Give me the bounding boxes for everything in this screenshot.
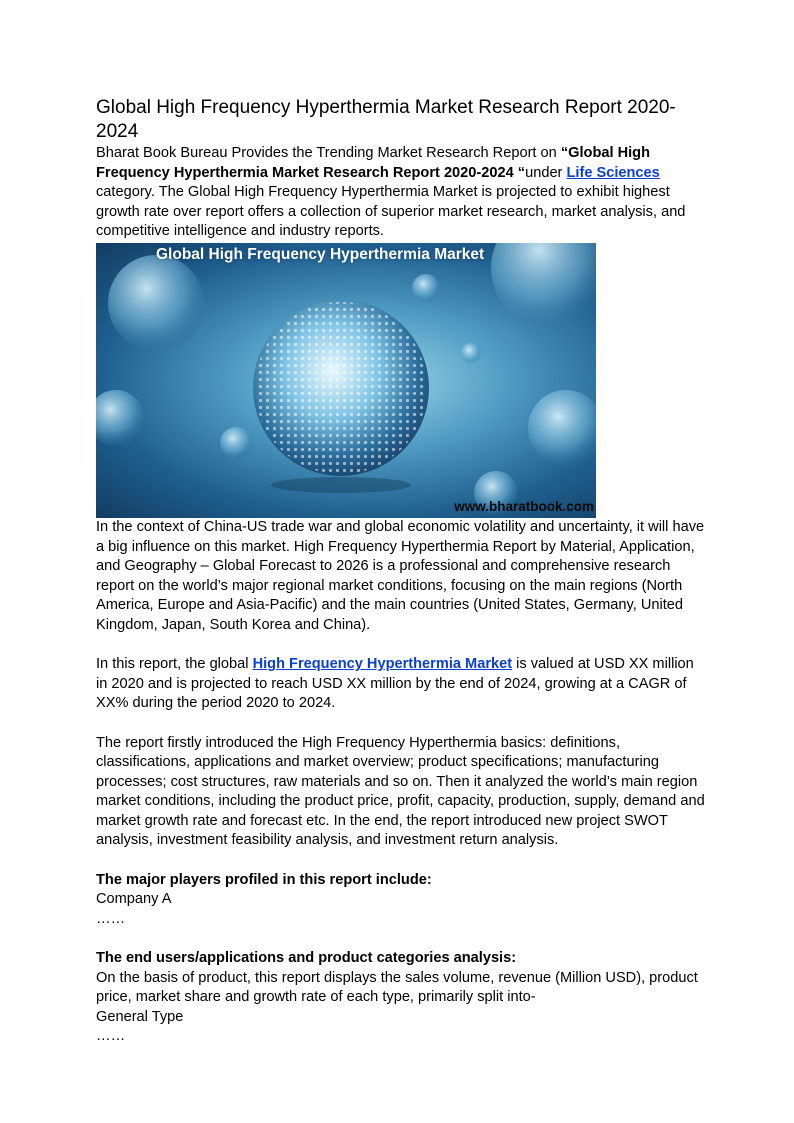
context-paragraph: In the context of China-US trade war and global economic volatility and uncertainty, it will have a big influence on this market. High Frequency Hyperthermia Report by Material, Application, and Geography – Global Forecast to 2026 is a professional and comprehensive research report on the world’s major regional market conditions, focusing on the main regions (North America, Europe and Asia-Pacific) and the main countries (United States, Germany, United Kingdom, Japan, South Korea and China).: [96, 518, 705, 633]
basics-paragraph: The report firstly introduced the High Frequency Hyperthermia basics: definitions, classifications, applications and market overview; product specifications; manufacturing processes; cost structures, raw materials and so on. Then it analyzed the world’s main region market conditions, including the product price, profit, capacity, production, supply, demand and market growth rate and forecast etc. In the end, the report introduced new project SWOT analysis, investment feasibility analysis, and investment return analysis.: [96, 734, 705, 849]
background-cell: [412, 274, 440, 302]
intro-lead: Bharat Book Bureau Provides the Trending Market Research Report on: [96, 145, 561, 161]
intro-paragraph: [96, 144, 706, 242]
watermark-url: www.bharatbook.com: [454, 499, 594, 515]
intro-under: under: [525, 164, 567, 181]
cell-banner-image: [96, 243, 596, 518]
page-title: Global High Frequency Hyperthermia Market Research Report 2020-2024: [96, 97, 676, 142]
segments-heading: The end users/applications and product categories analysis:: [96, 950, 517, 967]
background-cell: [491, 243, 596, 328]
player-item: ……: [96, 910, 126, 927]
life-sciences-link[interactable]: Life Sciences: [566, 164, 660, 181]
background-cell: [528, 390, 596, 466]
spacer: [96, 636, 706, 656]
main-cell-shadow: [271, 477, 411, 493]
value-before: In this report, the global: [96, 656, 253, 673]
value-after: is valued at USD XX million in 2020 and is projected to reach USD XX million by the end of 2024, growing at a CAGR of XX% during the period 2020 to 2024.: [96, 656, 694, 712]
close-quote: “: [513, 164, 526, 181]
banner-title: Global High Frequency Hyperthermia Market: [156, 245, 485, 263]
background-cell: [220, 427, 252, 459]
segment-item: General Type: [96, 1008, 184, 1025]
background-cell: [108, 255, 204, 351]
spacer: [96, 851, 706, 871]
spacer: [96, 929, 706, 949]
value-paragraph: [96, 655, 706, 714]
open-quote: “: [560, 145, 569, 161]
background-cell: [461, 343, 481, 363]
market-link[interactable]: High Frequency Hyperthermia Market: [252, 656, 513, 673]
spacer: [96, 714, 706, 734]
player-item: Company A: [96, 891, 172, 908]
report-name: Global High Frequency Hyperthermia Market Research Report 2020-2024: [96, 145, 651, 181]
document-page: [96, 96, 706, 1047]
players-heading: The major players profiled in this report include:: [96, 871, 432, 888]
main-cell-texture: [255, 302, 427, 474]
segments-body: On the basis of product, this report displays the sales volume, revenue (Million USD), product price, market share and growth rate of each type, primarily split into-: [96, 969, 698, 1006]
intro-rest: category. The Global High Frequency Hyperthermia Market is projected to exhibit highest growth rate over report offers a collection of superior market research, market analysis, and competitive intelligence and industry reports.: [96, 184, 686, 240]
background-cell: [96, 390, 144, 446]
cell-illustration: [96, 243, 596, 518]
segment-item: ……: [96, 1028, 126, 1045]
